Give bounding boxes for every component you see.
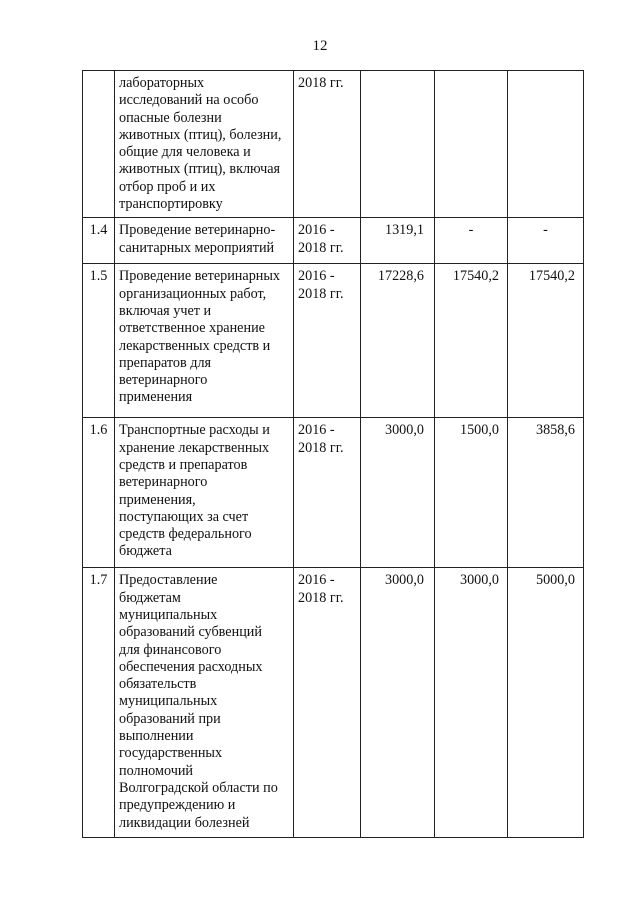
funding-year-3 (508, 71, 584, 218)
row-number (83, 71, 115, 218)
measure-name: Транспортные расходы и хранение лекарственных средств и препаратов ветеринарного применения, поступающих за счет средств федерального бюджета (115, 418, 294, 568)
funding-year-2: 3000,0 (435, 568, 508, 838)
funding-year-1: 3000,0 (361, 568, 435, 838)
funding-year-2: 17540,2 (435, 264, 508, 418)
measure-name: Предоставление бюджетам муниципальных образований субвенций для финансового обеспечения расходных обязательств муниципальных образований при выполнении государственных полномочий Волгоградской области по предупреждению и ликвидации болезней (115, 568, 294, 838)
row-number: 1.6 (83, 418, 115, 568)
implementation-period: 2016 - 2018 гг. (294, 218, 361, 264)
implementation-period: 2018 гг. (294, 71, 361, 218)
funding-year-2: 1500,0 (435, 418, 508, 568)
funding-year-3: 17540,2 (508, 264, 584, 418)
implementation-period: 2016 - 2018 гг. (294, 264, 361, 418)
measure-name: Проведение ветеринарно- санитарных мероприятий (115, 218, 294, 264)
table-row (83, 218, 584, 264)
page-number: 12 (312, 38, 328, 54)
table-row (83, 71, 584, 218)
row-number: 1.5 (83, 264, 115, 418)
funding-year-2: - (435, 218, 508, 264)
row-number: 1.4 (83, 218, 115, 264)
funding-year-2 (435, 71, 508, 218)
funding-year-1 (361, 71, 435, 218)
funding-year-1: 1319,1 (361, 218, 435, 264)
funding-year-3: - (508, 218, 584, 264)
measure-name: Проведение ветеринарных организационных работ, включая учет и ответственное хранение лекарственных средств и препаратов для ветеринарного применения (115, 264, 294, 418)
table-row (83, 568, 584, 838)
table-row (83, 418, 584, 568)
funding-year-1: 17228,6 (361, 264, 435, 418)
funding-year-3: 5000,0 (508, 568, 584, 838)
table-row (83, 264, 584, 418)
funding-year-1: 3000,0 (361, 418, 435, 568)
implementation-period: 2016 - 2018 гг. (294, 568, 361, 838)
implementation-period: 2016 - 2018 гг. (294, 418, 361, 568)
funding-year-3: 3858,6 (508, 418, 584, 568)
program-measures-table (82, 70, 584, 838)
row-number: 1.7 (83, 568, 115, 838)
measure-name: лабораторных исследований на особо опасные болезни животных (птиц), болезни, общие для человека и животных (птиц), включая отбор проб и их транспортировку (115, 71, 294, 218)
